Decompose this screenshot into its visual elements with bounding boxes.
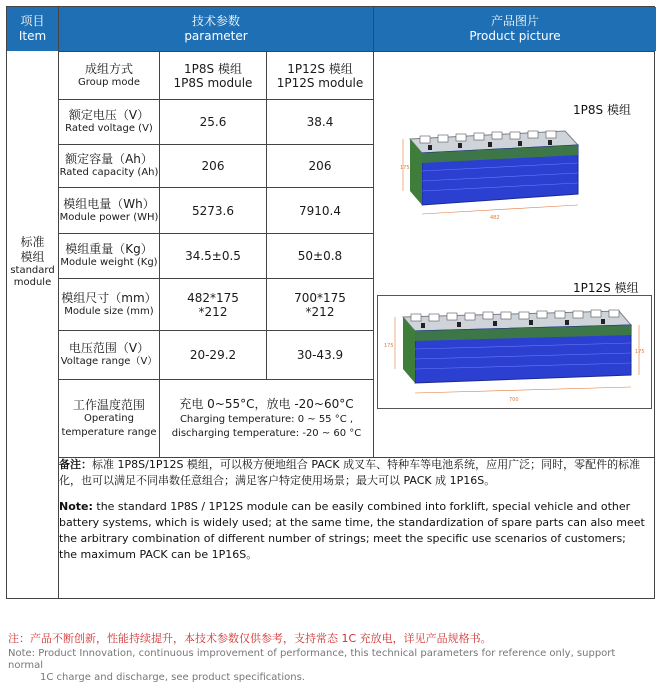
value-text: 5273.6 xyxy=(192,203,234,218)
label-en: Rated capacity (Ah) xyxy=(59,167,159,178)
label-zh: 模组尺寸（mm） xyxy=(61,290,157,305)
item-en-2: module xyxy=(13,277,52,288)
label-en: Module weight (Kg) xyxy=(60,257,158,268)
header-pic-zh: 产品图片 xyxy=(490,14,539,28)
label-en: temperature range xyxy=(61,426,157,438)
note-en-prefix: Note: xyxy=(59,500,93,513)
value-text: *212 xyxy=(198,304,228,319)
value-1p12s-capacity xyxy=(267,145,373,187)
note-zh-prefix: 备注： xyxy=(59,458,92,471)
dimension-width: 482 xyxy=(490,215,500,221)
label-zh: 工作温度范围 xyxy=(72,397,145,412)
value-text: 1P8S 模组 xyxy=(184,61,242,76)
header-picture xyxy=(374,7,656,51)
value-1p12s-power xyxy=(267,188,373,233)
header-parameter xyxy=(59,7,373,51)
row-label-rated-voltage xyxy=(59,100,159,144)
item-en-1: standard xyxy=(10,265,55,276)
value-text: 50±0.8 xyxy=(297,249,343,263)
header-item xyxy=(7,7,58,51)
header-pic-en: Product picture xyxy=(469,29,561,43)
value-1p8s-weight xyxy=(160,234,266,278)
footer-en-line1: Note: Product Innovation, continuous improvement of performance, this technical parameters for reference only, support normal xyxy=(8,648,616,671)
item-zh-1: 标准 xyxy=(20,235,45,249)
label-zh: 成组方式 xyxy=(84,61,133,76)
row-label-module-size xyxy=(59,279,159,330)
value-1p12s-voltage-range xyxy=(267,331,373,379)
value-1p12s-voltage xyxy=(267,100,373,144)
module-1p12s-image xyxy=(381,299,649,405)
note-zh-text: 标准 1P8S/1P12S 模组，可以极方便地组合 PACK 成叉车、特种车等电池系统，应用广泛；同时，零配件的标准化，也可以满足不同串数任意组合；满足客户特定使用场景；最大可以 PACK 成 1P16S。 xyxy=(59,458,641,487)
label-zh: 模组重量（Kg） xyxy=(65,242,153,256)
value-text: 34.5±0.5 xyxy=(185,249,241,263)
note-en xyxy=(59,499,647,563)
header-param-en: parameter xyxy=(184,29,248,43)
note-block xyxy=(59,457,647,573)
value-text: 25.6 xyxy=(199,115,227,129)
module-1p8s-image xyxy=(400,119,590,229)
label-en: Module size (mm) xyxy=(64,305,154,317)
row-label-rated-capacity xyxy=(59,145,159,187)
temp-en-discharge: discharging temperature: -20 ~ 60 °C xyxy=(171,427,362,439)
value-text: 482*175 xyxy=(187,290,239,305)
header-param-zh: 技术参数 xyxy=(191,14,240,28)
divider xyxy=(373,7,374,457)
header-item-en: Item xyxy=(18,29,47,43)
label-en: Group mode xyxy=(78,76,140,88)
footer-note-en xyxy=(8,648,648,684)
note-en-text: the standard 1P8S / 1P12S module can be easily combined into forklift, special vehicle and other battery systems, which is widely used; at the same time, the standardization of spare parts can also meet the arbitrary combination of different number of strings; meet the specific use scenarios of customers; the maximum PACK can be 1P16S。 xyxy=(59,500,645,561)
dimension-width: 700 xyxy=(509,397,519,403)
label-zh: 电压范围（V） xyxy=(68,341,150,355)
header-item-zh: 项目 xyxy=(20,14,45,28)
value-1p8s-voltage xyxy=(160,100,266,144)
value-text: 206 xyxy=(308,159,332,173)
value-text: *212 xyxy=(305,304,335,319)
item-zh-2: 模组 xyxy=(20,250,45,264)
value-text: 20-29.2 xyxy=(189,348,237,362)
value-text: 30-43.9 xyxy=(296,348,344,362)
temp-en-charge: Charging temperature: 0 ~ 55 °C , xyxy=(179,413,354,425)
label-zh: 模组电量（Wh） xyxy=(63,196,155,211)
value-text: 1P8S module xyxy=(173,75,253,90)
note-zh xyxy=(59,457,647,489)
row-label-temperature xyxy=(59,380,159,457)
label-en: Voltage range（V） xyxy=(60,356,158,367)
value-1p12s-size xyxy=(267,279,373,330)
value-1p8s-power xyxy=(160,188,266,233)
temp-zh: 充电 0~55°C，放电 -20~60°C xyxy=(179,396,354,411)
label-zh: 额定容量（Ah） xyxy=(65,152,153,166)
dimension-height-right: 175 xyxy=(635,349,645,355)
value-1p8s-voltage-range xyxy=(160,331,266,379)
picture-label-1p12s: 1P12S 模组 xyxy=(573,281,639,295)
item-name xyxy=(7,52,58,472)
value-1p8s-size xyxy=(160,279,266,330)
dimension-height: 175 xyxy=(400,165,410,171)
value-1p8s-group xyxy=(160,52,266,99)
picture-label-1p8s: 1P8S 模组 xyxy=(573,103,631,117)
value-text: 700*175 xyxy=(294,290,346,305)
row-label-module-power xyxy=(59,188,159,233)
spec-table xyxy=(6,6,655,599)
dimension-height: 175 xyxy=(384,343,394,349)
footer-en-line2: 1C charge and discharge, see product specifications. xyxy=(40,672,305,683)
value-1p8s-capacity xyxy=(160,145,266,187)
label-en: Operating xyxy=(84,412,134,424)
value-text: 38.4 xyxy=(306,115,334,129)
value-text: 1P12S 模组 xyxy=(287,61,353,76)
value-text: 1P12S module xyxy=(276,75,364,90)
row-label-group-mode xyxy=(59,52,159,99)
value-text: 206 xyxy=(201,159,225,173)
value-1p12s-group xyxy=(267,52,373,99)
label-en: Module power (WH) xyxy=(59,211,159,223)
label-en: Rated voltage (V) xyxy=(65,123,153,134)
value-1p12s-weight xyxy=(267,234,373,278)
label-zh: 额定电压（V） xyxy=(68,108,150,122)
row-label-module-weight xyxy=(59,234,159,278)
value-text: 7910.4 xyxy=(299,203,341,218)
footer-note-zh: 注：产品不断创新，性能持续提升，本技术参数仅供参考，支持常态 1C 充放电，详见产品规格书。 xyxy=(8,632,492,645)
row-label-voltage-range xyxy=(59,331,159,379)
value-temperature xyxy=(160,380,373,457)
